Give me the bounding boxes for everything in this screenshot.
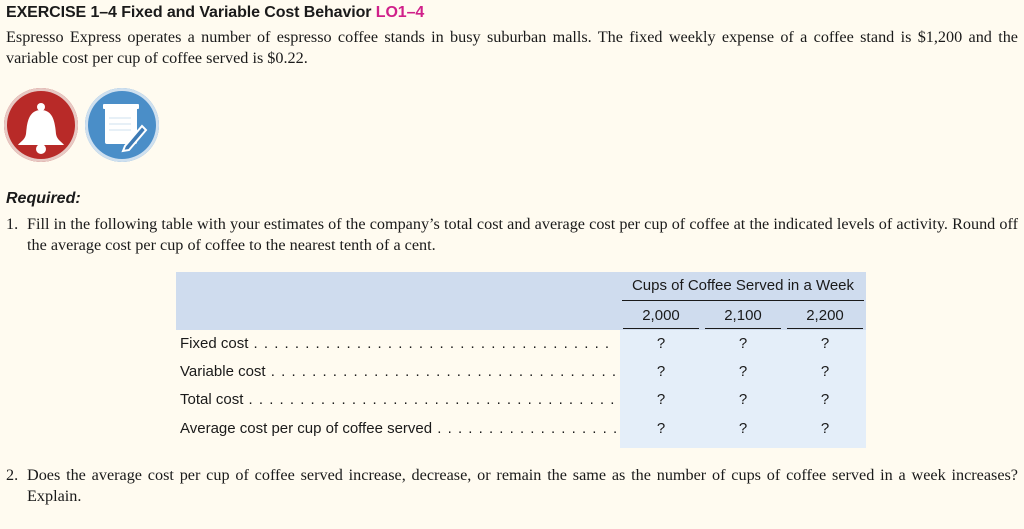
notepad-icon[interactable] (85, 88, 159, 162)
table-cell[interactable]: ? (738, 391, 748, 408)
column-rule (623, 328, 699, 329)
table-cell[interactable]: ? (820, 391, 830, 408)
row-label: Variable cost . . . (180, 363, 616, 380)
question-1 (6, 214, 1018, 256)
table-cell[interactable]: ? (820, 335, 830, 352)
question-text: Does the average cost per cup of coffee served increase, decrease, or remain the same as the number of cups of coffee served in a week increases? Explain. (27, 466, 1018, 505)
header-rule (622, 300, 864, 301)
column-header: 2,200 (806, 307, 844, 324)
question-text: Fill in the following table with your estimates of the company’s total cost and average cost per cup of coffee at the indicated levels of activity. Round off the average cost per cup of coffee to the nearest tenth of a cent. (27, 215, 1018, 254)
table-row (176, 358, 866, 386)
table-cell[interactable]: ? (656, 391, 666, 408)
table-cell[interactable]: ? (738, 420, 748, 437)
exercise-intro: Espresso Express operates a number of espresso coffee stands in busy suburban malls. The fixed weekly expense of a coffee stand is $1,200 and the variable cost per cup of coffee served is $0.22. (6, 28, 1018, 67)
learning-objective-link[interactable]: LO1–4 (375, 4, 425, 21)
question-2 (6, 465, 1018, 507)
bell-icon[interactable] (4, 88, 78, 162)
column-header: 2,000 (642, 307, 680, 324)
column-header: 2,100 (724, 307, 762, 324)
table-cell[interactable]: ? (656, 363, 666, 380)
table-row (176, 386, 866, 414)
row-label: Average cost per cup of coffee served . . . (180, 420, 616, 437)
table-cell[interactable]: ? (656, 335, 666, 352)
question-number: 1. (6, 215, 19, 233)
table-cell[interactable]: ? (738, 335, 748, 352)
column-rule (705, 328, 781, 329)
exercise-heading (6, 4, 424, 22)
table-cell[interactable]: ? (820, 420, 830, 437)
table-cell[interactable]: ? (820, 363, 830, 380)
exercise-title: EXERCISE 1–4 Fixed and Variable Cost Behavior (6, 4, 372, 21)
column-rule (787, 328, 863, 329)
row-label: Fixed cost . . . (180, 335, 616, 352)
table-cell[interactable]: ? (738, 363, 748, 380)
cost-table (176, 272, 866, 448)
table-header-title: Cups of Coffee Served in a Week (631, 277, 855, 294)
required-label: Required: (6, 190, 81, 207)
table-row (176, 330, 866, 358)
question-number: 2. (6, 466, 19, 484)
table-row (176, 415, 866, 443)
table-cell[interactable]: ? (656, 420, 666, 437)
row-label: Total cost . . . (180, 391, 616, 408)
